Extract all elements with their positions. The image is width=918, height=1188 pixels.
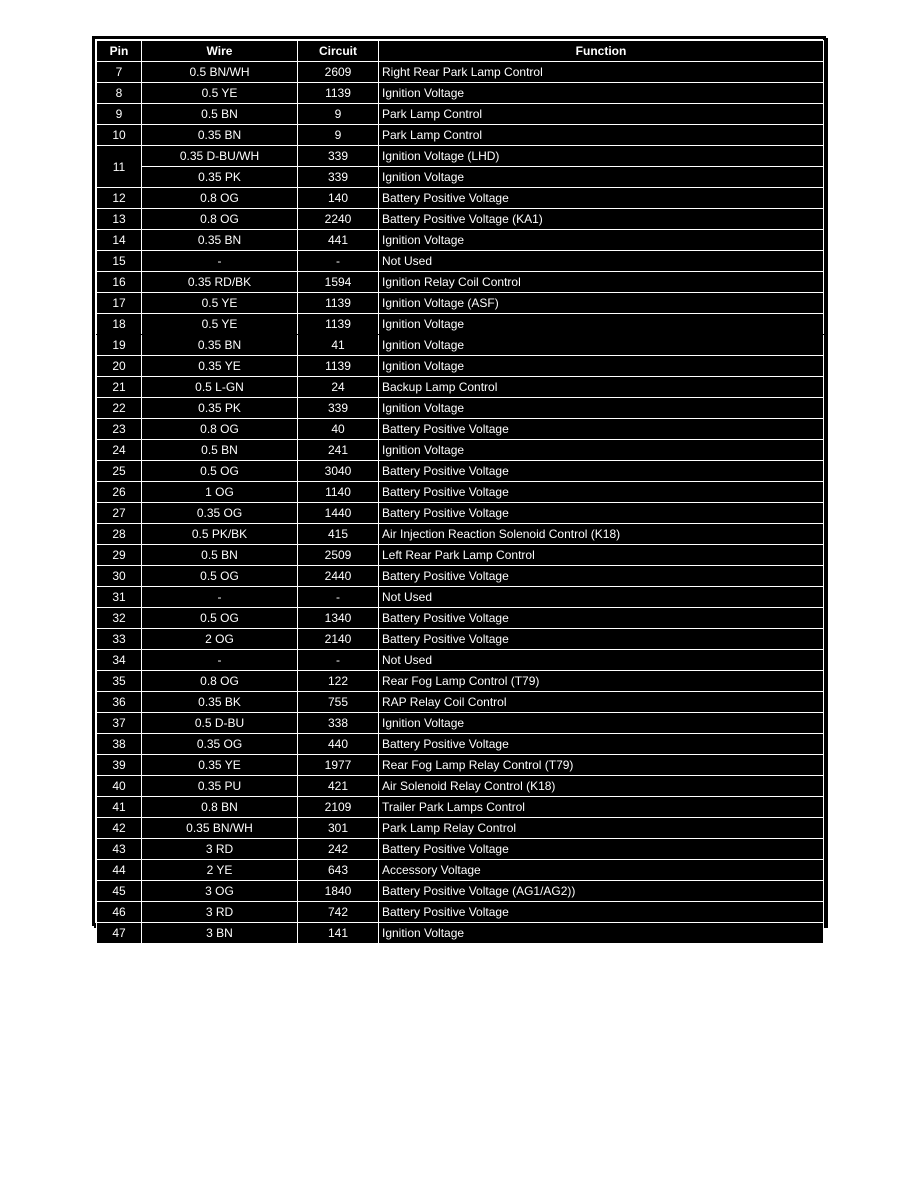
- pin-cell: 35: [97, 671, 142, 692]
- pin-cell: 12: [97, 188, 142, 209]
- function-cell: Battery Positive Voltage: [379, 419, 824, 440]
- wire-cell: 0.35 BN: [142, 335, 298, 356]
- function-cell: Right Rear Park Lamp Control: [379, 62, 824, 83]
- circuit-cell: 1139: [298, 314, 379, 335]
- pin-cell: 33: [97, 629, 142, 650]
- pin-cell: 17: [97, 293, 142, 314]
- circuit-cell: 339: [298, 167, 379, 188]
- table-row: [97, 461, 824, 482]
- table-row: [97, 104, 824, 125]
- wire-cell: 0.35 PK: [142, 167, 298, 188]
- table-row: [97, 797, 824, 818]
- circuit-cell: 338: [298, 713, 379, 734]
- wire-cell: 0.35 BK: [142, 692, 298, 713]
- wire-cell: 0.5 PK/BK: [142, 524, 298, 545]
- table-row: [97, 818, 824, 839]
- table-row: [97, 902, 824, 923]
- function-cell: Battery Positive Voltage: [379, 566, 824, 587]
- wire-cell: 0.5 OG: [142, 566, 298, 587]
- table-row: [97, 419, 824, 440]
- pin-cell: 32: [97, 608, 142, 629]
- pin-cell: 28: [97, 524, 142, 545]
- pin-cell: 29: [97, 545, 142, 566]
- pin-cell: 7: [97, 62, 142, 83]
- circuit-cell: 339: [298, 146, 379, 167]
- circuit-cell: 1977: [298, 755, 379, 776]
- wire-cell: 0.5 BN: [142, 440, 298, 461]
- function-cell: Left Rear Park Lamp Control: [379, 545, 824, 566]
- circuit-cell: 40: [298, 419, 379, 440]
- wire-cell: 0.35 BN: [142, 125, 298, 146]
- table-row: [97, 314, 824, 335]
- function-cell: Ignition Voltage: [379, 335, 824, 356]
- table-row: [97, 335, 824, 356]
- pin-cell: 26: [97, 482, 142, 503]
- circuit-cell: 1140: [298, 482, 379, 503]
- function-cell: Ignition Voltage: [379, 713, 824, 734]
- function-cell: Not Used: [379, 587, 824, 608]
- circuit-cell: -: [298, 251, 379, 272]
- pin-cell: 40: [97, 776, 142, 797]
- pin-cell: 39: [97, 755, 142, 776]
- pin-cell: 21: [97, 377, 142, 398]
- function-cell: Ignition Voltage: [379, 167, 824, 188]
- pin-cell: 24: [97, 440, 142, 461]
- pin-cell: 41: [97, 797, 142, 818]
- wire-cell: 2 OG: [142, 629, 298, 650]
- wire-cell: 0.5 OG: [142, 461, 298, 482]
- wire-cell: -: [142, 251, 298, 272]
- pin-cell: 44: [97, 860, 142, 881]
- pin-cell: 45: [97, 881, 142, 902]
- circuit-cell: 9: [298, 125, 379, 146]
- wire-cell: -: [142, 650, 298, 671]
- header-circuit: Circuit: [298, 41, 379, 62]
- pin-cell: 23: [97, 419, 142, 440]
- table-row: [97, 755, 824, 776]
- function-cell: Ignition Voltage: [379, 398, 824, 419]
- wire-cell: -: [142, 587, 298, 608]
- table-row: [97, 608, 824, 629]
- circuit-cell: 301: [298, 818, 379, 839]
- circuit-cell: 141: [298, 923, 379, 944]
- pin-cell: 31: [97, 587, 142, 608]
- function-cell: Air Injection Reaction Solenoid Control (K18): [379, 524, 824, 545]
- circuit-cell: 24: [298, 377, 379, 398]
- function-cell: Not Used: [379, 251, 824, 272]
- circuit-cell: 241: [298, 440, 379, 461]
- circuit-cell: 41: [298, 335, 379, 356]
- function-cell: Ignition Relay Coil Control: [379, 272, 824, 293]
- table-row: [97, 629, 824, 650]
- pin-cell: 22: [97, 398, 142, 419]
- pin-cell: 9: [97, 104, 142, 125]
- circuit-cell: 9: [298, 104, 379, 125]
- header-function: Function: [379, 41, 824, 62]
- function-cell: Ignition Voltage: [379, 83, 824, 104]
- pin-cell: 30: [97, 566, 142, 587]
- function-cell: Park Lamp Relay Control: [379, 818, 824, 839]
- function-cell: Battery Positive Voltage: [379, 188, 824, 209]
- function-cell: Ignition Voltage: [379, 440, 824, 461]
- circuit-cell: 2609: [298, 62, 379, 83]
- wire-cell: 0.35 PK: [142, 398, 298, 419]
- function-cell: Ignition Voltage (ASF): [379, 293, 824, 314]
- table-row: [97, 923, 824, 944]
- circuit-cell: 242: [298, 839, 379, 860]
- wire-cell: 0.5 L-GN: [142, 377, 298, 398]
- function-cell: Battery Positive Voltage: [379, 608, 824, 629]
- circuit-cell: 1340: [298, 608, 379, 629]
- table-row: [97, 377, 824, 398]
- circuit-cell: 441: [298, 230, 379, 251]
- wire-cell: 0.8 OG: [142, 671, 298, 692]
- circuit-cell: 1139: [298, 293, 379, 314]
- wire-cell: 0.5 BN: [142, 104, 298, 125]
- pin-cell: 15: [97, 251, 142, 272]
- circuit-cell: 2140: [298, 629, 379, 650]
- pinout-table: [96, 40, 824, 944]
- pin-cell: 25: [97, 461, 142, 482]
- circuit-cell: -: [298, 650, 379, 671]
- wire-cell: 0.8 OG: [142, 188, 298, 209]
- wire-cell: 0.5 BN: [142, 545, 298, 566]
- wire-cell: 3 OG: [142, 881, 298, 902]
- circuit-cell: 755: [298, 692, 379, 713]
- circuit-cell: 2509: [298, 545, 379, 566]
- pin-cell: 19: [97, 335, 142, 356]
- circuit-cell: 643: [298, 860, 379, 881]
- wire-cell: 3 RD: [142, 839, 298, 860]
- table-row: [97, 125, 824, 146]
- circuit-cell: 1840: [298, 881, 379, 902]
- function-cell: Battery Positive Voltage: [379, 902, 824, 923]
- function-cell: Battery Positive Voltage (KA1): [379, 209, 824, 230]
- table-header-row: [97, 41, 824, 62]
- table-row: [97, 251, 824, 272]
- wire-cell: 0.5 OG: [142, 608, 298, 629]
- pin-cell: 37: [97, 713, 142, 734]
- table-row: [97, 209, 824, 230]
- function-cell: Battery Positive Voltage: [379, 482, 824, 503]
- wire-cell: 0.8 BN: [142, 797, 298, 818]
- circuit-cell: -: [298, 587, 379, 608]
- circuit-cell: 1594: [298, 272, 379, 293]
- wire-cell: 2 YE: [142, 860, 298, 881]
- function-cell: Rear Fog Lamp Relay Control (T79): [379, 755, 824, 776]
- pin-cell: 42: [97, 818, 142, 839]
- table-row: [97, 83, 824, 104]
- table-row: [97, 650, 824, 671]
- table-row: [97, 167, 824, 188]
- wire-cell: 3 BN: [142, 923, 298, 944]
- table-row: [97, 230, 824, 251]
- pin-cell: 36: [97, 692, 142, 713]
- wire-cell: 0.5 D-BU: [142, 713, 298, 734]
- pinout-table-body: [97, 62, 824, 944]
- function-cell: Battery Positive Voltage: [379, 839, 824, 860]
- circuit-cell: 3040: [298, 461, 379, 482]
- function-cell: Ignition Voltage: [379, 314, 824, 335]
- pin-cell: 14: [97, 230, 142, 251]
- wire-cell: 0.35 PU: [142, 776, 298, 797]
- function-cell: Backup Lamp Control: [379, 377, 824, 398]
- circuit-cell: 1139: [298, 83, 379, 104]
- table-row: [97, 587, 824, 608]
- function-cell: Park Lamp Control: [379, 104, 824, 125]
- header-wire: Wire: [142, 41, 298, 62]
- circuit-cell: 415: [298, 524, 379, 545]
- circuit-cell: 2109: [298, 797, 379, 818]
- table-row: [97, 62, 824, 83]
- circuit-cell: 1139: [298, 356, 379, 377]
- function-cell: Park Lamp Control: [379, 125, 824, 146]
- table-row: [97, 566, 824, 587]
- function-cell: Battery Positive Voltage: [379, 461, 824, 482]
- function-cell: RAP Relay Coil Control: [379, 692, 824, 713]
- table-row: [97, 272, 824, 293]
- wire-cell: 0.5 YE: [142, 83, 298, 104]
- wire-cell: 0.8 OG: [142, 209, 298, 230]
- header-pin: Pin: [97, 41, 142, 62]
- wire-cell: 1 OG: [142, 482, 298, 503]
- table-row: [97, 482, 824, 503]
- circuit-cell: 339: [298, 398, 379, 419]
- table-row: [97, 524, 824, 545]
- wire-cell: 0.5 YE: [142, 293, 298, 314]
- pin-cell: 18: [97, 314, 142, 335]
- wire-cell: 3 RD: [142, 902, 298, 923]
- circuit-cell: 2440: [298, 566, 379, 587]
- wire-cell: 0.35 RD/BK: [142, 272, 298, 293]
- table-row: [97, 188, 824, 209]
- wire-cell: 0.35 YE: [142, 356, 298, 377]
- function-cell: Ignition Voltage: [379, 230, 824, 251]
- pin-cell: 34: [97, 650, 142, 671]
- wire-cell: 0.8 OG: [142, 419, 298, 440]
- table-row: [97, 692, 824, 713]
- pin-cell: 27: [97, 503, 142, 524]
- table-row: [97, 776, 824, 797]
- table-row: [97, 860, 824, 881]
- table-row: [97, 671, 824, 692]
- pin-cell: 20: [97, 356, 142, 377]
- circuit-cell: 1440: [298, 503, 379, 524]
- pin-cell: 38: [97, 734, 142, 755]
- pin-cell: 16: [97, 272, 142, 293]
- function-cell: Ignition Voltage: [379, 923, 824, 944]
- pin-cell: 10: [97, 125, 142, 146]
- wire-cell: 0.35 BN/WH: [142, 818, 298, 839]
- table-row: [97, 881, 824, 902]
- pinout-table-frame: [92, 36, 826, 940]
- table-row: [97, 146, 824, 167]
- table-row: [97, 545, 824, 566]
- wire-cell: 0.35 OG: [142, 503, 298, 524]
- pin-cell: 8: [97, 83, 142, 104]
- pin-cell: 43: [97, 839, 142, 860]
- wire-cell: 0.35 BN: [142, 230, 298, 251]
- table-row: [97, 440, 824, 461]
- pin-cell: 47: [97, 923, 142, 944]
- wire-cell: 0.5 BN/WH: [142, 62, 298, 83]
- function-cell: Ignition Voltage (LHD): [379, 146, 824, 167]
- table-row: [97, 839, 824, 860]
- wire-cell: 0.5 YE: [142, 314, 298, 335]
- circuit-cell: 440: [298, 734, 379, 755]
- pin-cell: 11: [97, 146, 142, 188]
- table-row: [97, 713, 824, 734]
- function-cell: Battery Positive Voltage: [379, 629, 824, 650]
- circuit-cell: 140: [298, 188, 379, 209]
- function-cell: Not Used: [379, 650, 824, 671]
- pin-cell: 46: [97, 902, 142, 923]
- table-row: [97, 503, 824, 524]
- table-row: [97, 398, 824, 419]
- function-cell: Battery Positive Voltage (AG1/AG2)): [379, 881, 824, 902]
- circuit-cell: 742: [298, 902, 379, 923]
- function-cell: Battery Positive Voltage: [379, 503, 824, 524]
- table-row: [97, 293, 824, 314]
- table-row: [97, 356, 824, 377]
- function-cell: Rear Fog Lamp Control (T79): [379, 671, 824, 692]
- function-cell: Air Solenoid Relay Control (K18): [379, 776, 824, 797]
- pin-cell: 13: [97, 209, 142, 230]
- function-cell: Battery Positive Voltage: [379, 734, 824, 755]
- function-cell: Accessory Voltage: [379, 860, 824, 881]
- wire-cell: 0.35 OG: [142, 734, 298, 755]
- circuit-cell: 421: [298, 776, 379, 797]
- circuit-cell: 122: [298, 671, 379, 692]
- wire-cell: 0.35 YE: [142, 755, 298, 776]
- wire-cell: 0.35 D-BU/WH: [142, 146, 298, 167]
- circuit-cell: 2240: [298, 209, 379, 230]
- function-cell: Trailer Park Lamps Control: [379, 797, 824, 818]
- function-cell: Ignition Voltage: [379, 356, 824, 377]
- table-row: [97, 734, 824, 755]
